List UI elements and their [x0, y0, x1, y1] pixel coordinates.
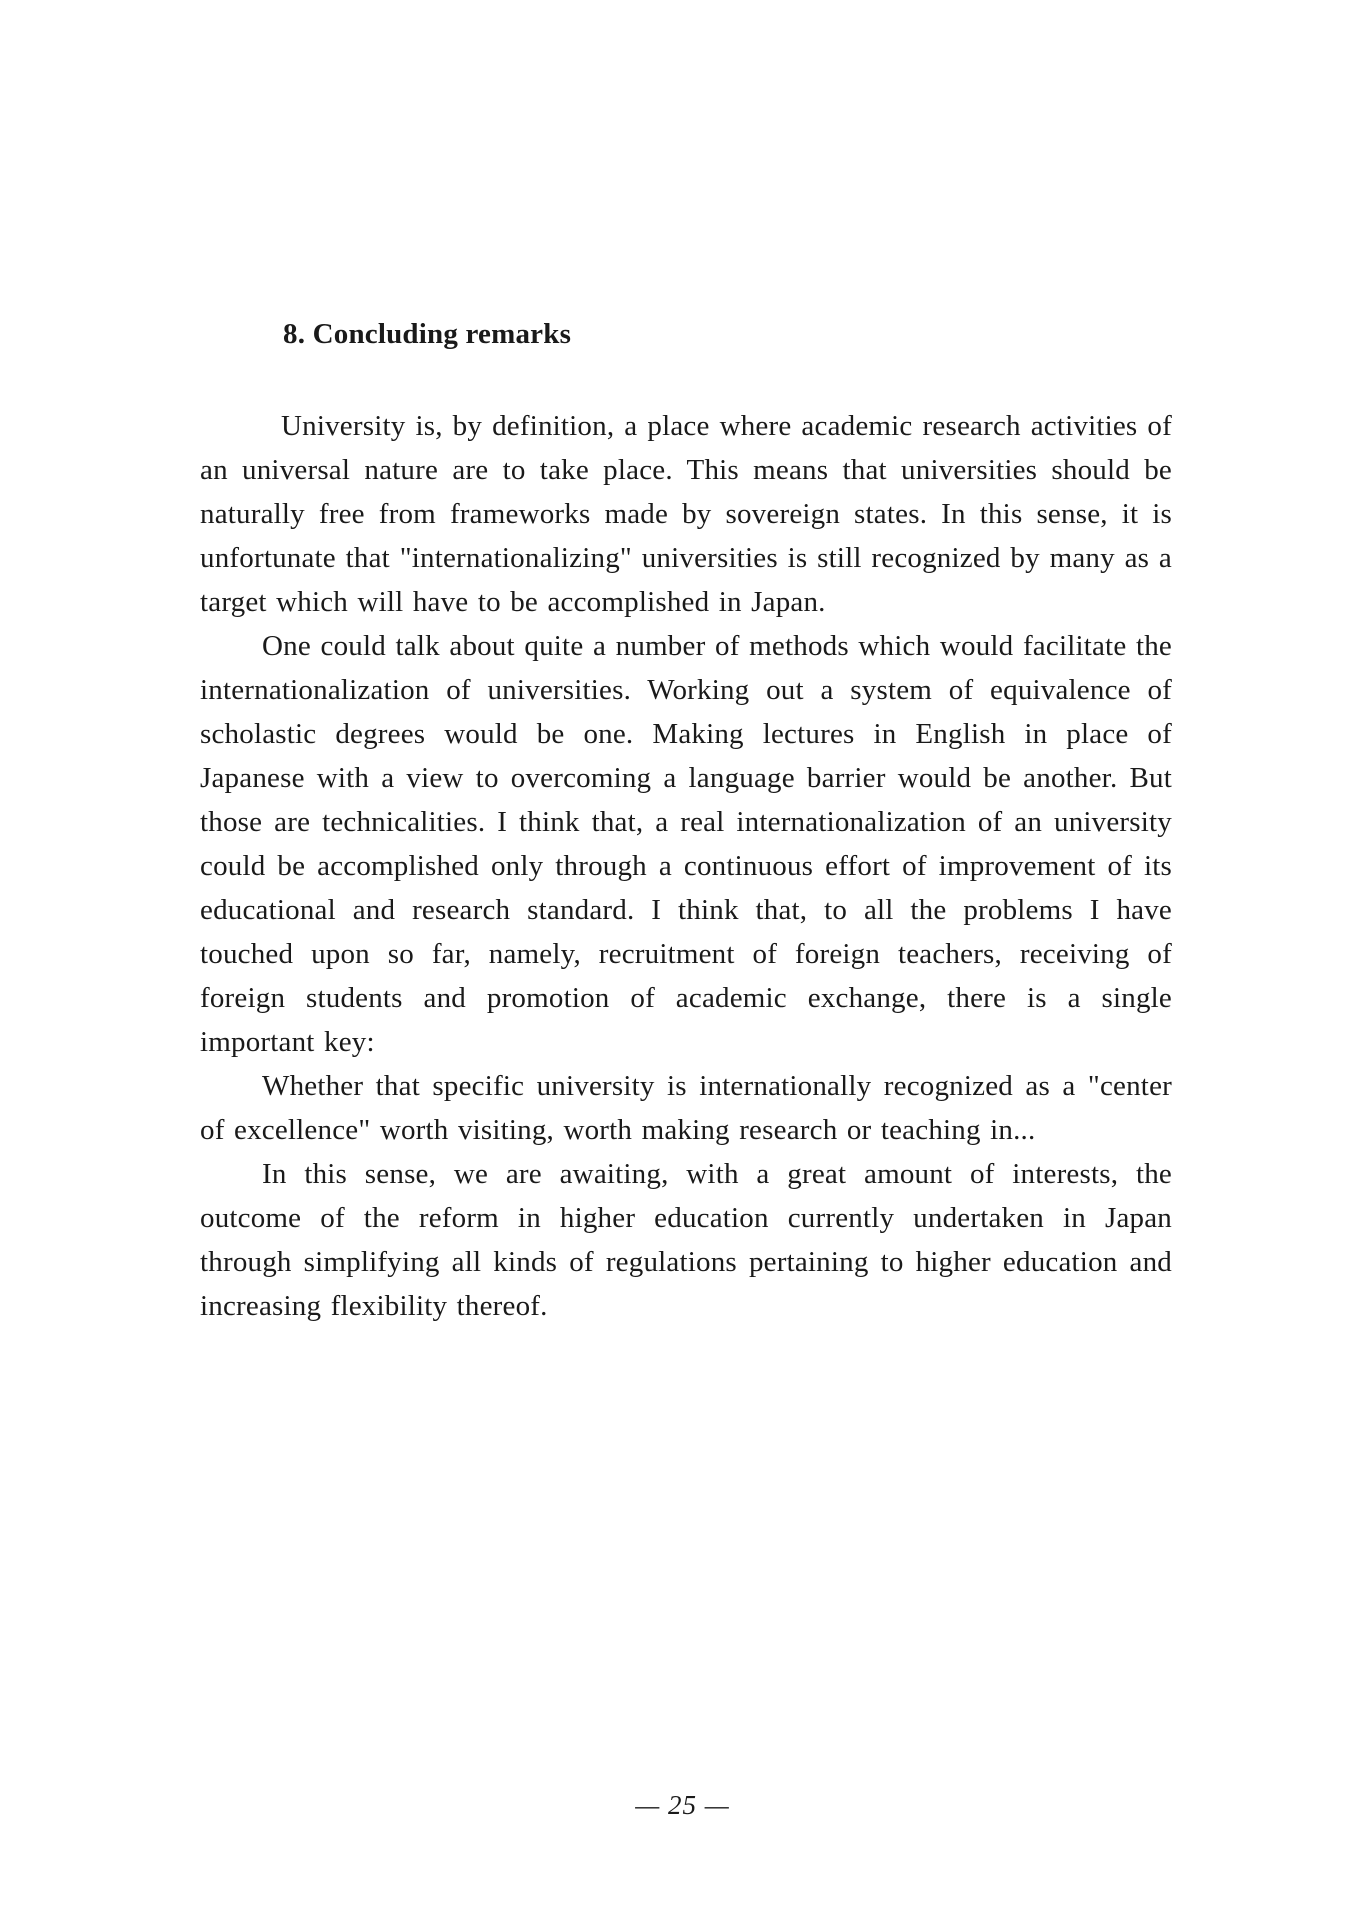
page-number: — 25 — — [635, 1790, 730, 1820]
section-heading: 8. Concluding remarks — [283, 318, 572, 350]
paragraph: One could talk about quite a number of methods which would facilitate the internationalization of universities. Working out a system of equivalence of scholastic degrees would be one. Making lectures in English in place of Japanese with a view to overcoming a language barrier would be another. But those are technicalities. I think that, a real internationalization of an university could be accomplished only through a continuous effort of improvement of its educational and research standard. I think that, to all the problems I have touched upon so far, namely, recruitment of foreign teachers, receiving of foreign students and promotion of academic exchange, there is a single important key: — [200, 630, 1172, 1058]
body-text — [200, 404, 1172, 1328]
paragraph: University is, by definition, a place where academic research activities of an universal nature are to take place. This means that universities should be naturally free from frameworks made by sovereign states. In this sense, it is unfortunate that "internationalizing" universities is still recognized by many as a target which will have to be accomplished in Japan. — [200, 410, 1172, 618]
paragraph: Whether that specific university is internationally recognized as a "center of excellence" worth visiting, worth making research or teaching in... — [200, 1070, 1172, 1146]
paragraph: In this sense, we are awaiting, with a great amount of interests, the outcome of the reform in higher education currently undertaken in Japan through simplifying all kinds of regulations pertaining to higher education and increasing flexibility thereof. — [200, 1158, 1172, 1322]
